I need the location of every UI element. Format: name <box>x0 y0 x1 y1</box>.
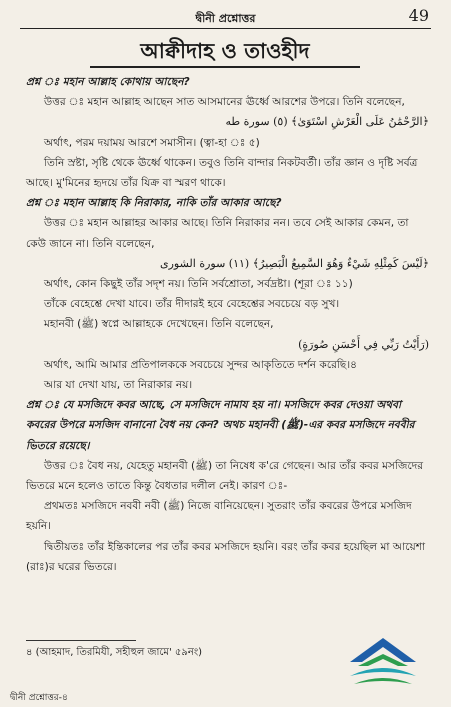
body-paragraph: উত্তর ঃ বৈধ নয়, যেহেতু মহানবী (ﷺ) তা নিষেধ ক'রে গেছেন। আর তাঁর কবর মসজিদের ভিতরে মনে হলেও তাতে কিন্তু বৈধতার দলীল নেই। কারণ ঃ- <box>26 459 424 493</box>
question-heading: প্রশ্ন ঃ যে মসজিদে কবর আছে, সে মসজিদে নামায হয় না। মসজিদে কবর দেওয়া অথবা কবরের উপরে মসজিদ বানানো বৈধ নয় কেন? অথচ মহানবী (ﷺ)-এর কবর মসজিদে নববীর ভিতরে রয়েছে। <box>26 399 415 452</box>
body-paragraph: দ্বিতীয়তঃ তাঁর ইন্তিকালের পর তাঁর কবর মসজিদে হয়নি। বরং তাঁর কবর হয়েছিল মা আয়েশা (রাঃ)র ঘরের ভিতরে। <box>26 540 426 573</box>
body-paragraph: উত্তর ঃ মহান আল্লাহ আছেন সাত আসমানের ঊর্ধ্বে আরশের উপরে। তিনি বলেছেন, <box>44 96 405 109</box>
footnote-divider <box>26 640 136 641</box>
footnote: ৪ (আহমাদ, তিরমিযী, সহীহুল জামে' ৫৯নং) <box>26 647 203 658</box>
body-paragraph: তাঁকে বেহেশ্তে দেখা যাবে। তাঁর দীদারই হবে বেহেশ্তের সবচেয়ে বড় সুখ। <box>44 298 340 311</box>
body-paragraph: প্রথমতঃ মসজিদে নববী নবী (ﷺ) নিজে বানিয়েছেন। সুতরাং তাঁর কবরের উপরে মসজিদ হয়নি। <box>26 500 412 533</box>
body-paragraph: অর্থাৎ, পরম দয়াময় আরশে সমাসীন। (ত্বা-হা ঃ ৫) <box>44 136 260 149</box>
body-paragraph: আর যা দেখা যায়, তা নিরাকার নয়। <box>44 379 193 392</box>
body-paragraph: অর্থাৎ, কোন কিছুই তাঁর সদৃশ নয়। তিনি সর্বশ্রোতা, সর্বদ্রষ্টা। (শূরা ঃ ১১) <box>44 278 353 291</box>
body-paragraph: তিনি স্রষ্টা, সৃষ্টি থেকে ঊর্ধ্বে থাকেন। তবুও তিনি বান্দার নিকটবর্তী। তাঁর জ্ঞান ও দৃষ্টি সর্বত্র আছে। মু'মিনের হৃদয়ে তাঁর যিক্র বা স্মরণ থাকে। <box>26 156 418 190</box>
question-heading: প্রশ্ন ঃ মহান আল্লাহ কোথায় আছেন? <box>26 76 190 88</box>
page-content <box>26 72 429 577</box>
body-paragraph: মহানবী (ﷺ) স্বপ্নে আল্লাহকে দেখেছেন। তিনি বলেছেন, <box>44 318 274 331</box>
header-title: দ্বীনী প্রশ্নোত্তর <box>195 12 256 25</box>
arabic-verse: ﴿لَيْسَ كَمِثْلِهِ شَيْءٌ وَهُوَ السَّمِيعُ الْبَصِيرُ﴾ (١١) سورة الشورى <box>160 256 429 270</box>
body-paragraph: উত্তর ঃ মহান আল্লাহর আকার আছে। তিনি নিরাকার নন। তবে সেই আকার কেমন, তা কেউ জানে না। তিনি বলেছেন, <box>26 217 409 250</box>
arabic-verse: ﴿الرَّحْمَٰنُ عَلَى الْعَرْشِ اسْتَوَىٰ﴾ (٥) سورة طه <box>225 115 429 129</box>
publisher-logo-icon <box>340 632 426 694</box>
body-paragraph: অর্থাৎ, আমি আমার প্রতিপালককে সবচেয়ে সুন্দর আকৃতিতে দর্শন করেছি।৪ <box>44 358 358 371</box>
footer-book-title: দ্বীনী প্রশ্নোত্তর-৪ <box>10 693 68 703</box>
arabic-verse: (رَأَيْتُ رَبِّي فِي أَحْسَنِ صُورَةٍ) <box>298 337 429 351</box>
page-number: 49 <box>408 6 429 25</box>
question-heading: প্রশ্ন ঃ মহান আল্লাহ কি নিরাকার, নাকি তাঁর আকার আছে? <box>26 197 282 210</box>
running-header <box>20 6 431 29</box>
chapter-title: আক্বীদাহ ও তাওহীদ <box>90 36 360 68</box>
